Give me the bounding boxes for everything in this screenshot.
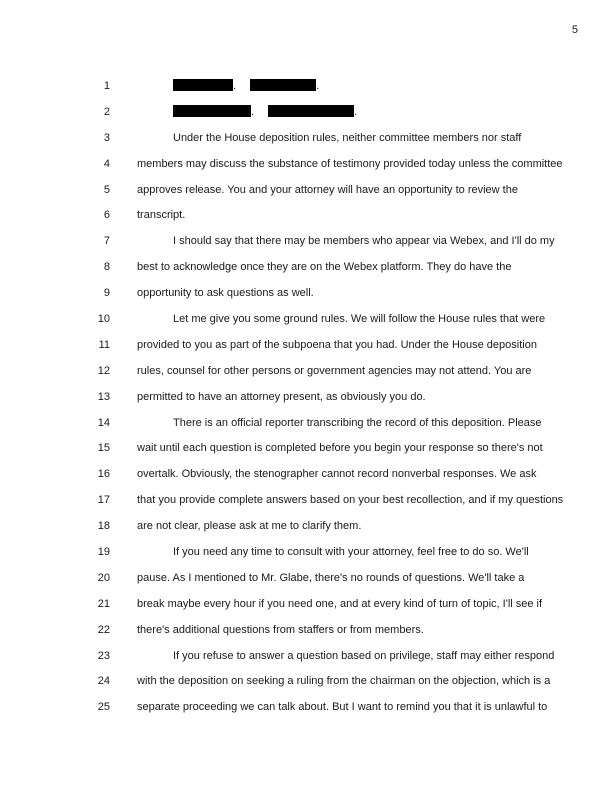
line-text: Under the House deposition rules, neither committee members nor staff — [173, 131, 522, 144]
line-text: break maybe every hour if you need one, and at every kind of turn of topic, I'll see if — [137, 597, 543, 610]
transcript-line — [0, 596, 612, 622]
transcript-line — [0, 466, 612, 492]
transcript-line — [0, 518, 612, 544]
line-text: pause. As I mentioned to Mr. Glabe, there's no rounds of questions. We'll take a — [137, 571, 525, 584]
line-number: 1 — [103, 80, 110, 92]
transcript-line — [0, 130, 612, 156]
line-text: wait until each question is completed before you begin your response so there's not — [137, 442, 543, 455]
line-text: overtalk. Obviously, the stenographer cannot record nonverbal responses. We ask — [137, 468, 537, 481]
transcript-line — [0, 259, 612, 285]
line-text: I should say that there may be members who appear via Webex, and I'll do my — [173, 235, 555, 248]
line-text: transcript. — [137, 209, 186, 222]
line-text: If you refuse to answer a question based on privilege, staff may either respond — [173, 649, 555, 662]
transcript-line — [0, 182, 612, 208]
transcript-line — [0, 673, 612, 699]
line-number: 14 — [97, 416, 110, 429]
line-number: 17 — [97, 494, 110, 507]
line-number: 19 — [97, 546, 110, 559]
line-number: 9 — [103, 287, 110, 300]
line-text: separate proceeding we can talk about. But I want to remind you that it is unlawful to — [137, 701, 548, 714]
transcript-line — [0, 648, 612, 674]
transcript-line — [0, 337, 612, 363]
line-text: with the deposition on seeking a ruling from the chairman on the objection, which is a — [137, 675, 551, 688]
redaction-block — [173, 105, 251, 117]
line-number: 20 — [97, 571, 110, 584]
transcript-line — [0, 311, 612, 337]
redaction-block — [173, 79, 233, 91]
line-number: 24 — [97, 675, 110, 688]
line-text: . . — [173, 78, 319, 94]
line-number: 23 — [97, 649, 110, 662]
line-text: opportunity to ask questions as well. — [137, 287, 314, 300]
transcript-line — [0, 415, 612, 441]
line-number: 2 — [103, 105, 110, 118]
transcript-line — [0, 570, 612, 596]
transcript-line — [0, 389, 612, 415]
line-text: If you need any time to consult with your attorney, feel free to do so. We'll — [173, 546, 529, 559]
line-number: 10 — [97, 313, 110, 326]
transcript-line — [0, 156, 612, 182]
transcript-line — [0, 285, 612, 311]
line-text: members may discuss the substance of testimony provided today unless the committee — [137, 157, 563, 170]
line-number: 6 — [103, 209, 110, 222]
line-text: approves release. You and your attorney will have an opportunity to review the — [137, 183, 518, 196]
redaction-block — [250, 79, 316, 91]
line-number: 8 — [103, 261, 110, 274]
transcript-line — [0, 440, 612, 466]
page-number: 5 — [571, 24, 578, 36]
line-text: . . — [173, 104, 357, 120]
line-number: 18 — [97, 520, 110, 533]
line-text: There is an official reporter transcribing the record of this deposition. Please — [173, 416, 542, 429]
transcript-line — [0, 207, 612, 233]
line-number: 22 — [97, 623, 110, 636]
line-number: 3 — [103, 131, 110, 144]
line-number: 15 — [97, 442, 110, 455]
transcript-line — [0, 78, 612, 104]
line-text: that you provide complete answers based on your best recollection, and if my questions — [137, 494, 564, 507]
transcript-line — [0, 492, 612, 518]
transcript-lines — [0, 78, 612, 725]
line-text: Let me give you some ground rules. We will follow the House rules that were — [173, 313, 546, 326]
line-number: 5 — [103, 183, 110, 196]
line-number: 12 — [97, 364, 110, 377]
line-number: 21 — [97, 597, 110, 610]
line-number: 16 — [97, 468, 110, 481]
line-number: 4 — [103, 157, 110, 170]
line-text: provided to you as part of the subpoena that you had. Under the House deposition — [137, 338, 537, 351]
transcript-line — [0, 544, 612, 570]
line-number: 25 — [97, 701, 110, 714]
line-text: permitted to have an attorney present, as obviously you do. — [137, 390, 426, 403]
transcript-line — [0, 104, 612, 130]
transcript-line — [0, 699, 612, 725]
line-text: rules, counsel for other persons or government agencies may not attend. You are — [137, 364, 532, 377]
line-number: 11 — [98, 338, 110, 351]
line-text: there's additional questions from staffers or from members. — [137, 623, 424, 636]
transcript-line — [0, 233, 612, 259]
line-text: best to acknowledge once they are on the Webex platform. They do have the — [137, 261, 512, 274]
line-text: are not clear, please ask at me to clarify them. — [137, 520, 362, 533]
redaction-block — [268, 105, 354, 117]
line-number: 13 — [97, 390, 110, 403]
line-number: 7 — [103, 235, 110, 248]
transcript-line — [0, 363, 612, 389]
transcript-line — [0, 622, 612, 648]
